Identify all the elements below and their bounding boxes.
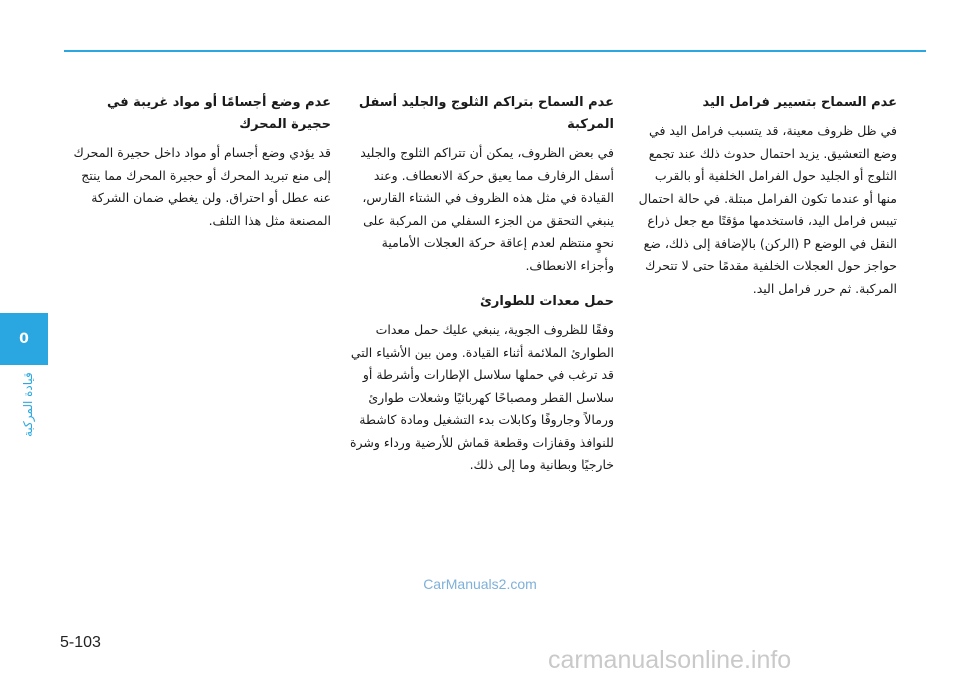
section-body-handbrake: في ظل ظروف معينة، قد يتسبب فرامل اليد في وضع التعشيق. يزيد احتمال حدوث ذلك عند تجمع الثلوج أو الجليد حول الفرامل الخلفية أو بالقرب منها أو عندما تكون الفرامل مبتلة. في حالة احتمال تيبس فرامل اليد، فاستخدمها مؤقتًا مع جعل ذراع النقل في الوضع P (الركن) بالإضافة إلى ذلك، ضع حواجز حول العجلات الخلفية مقدمًا حتى لا تتحرك المركبة. ثم حرر فرامل اليد.: [638, 123, 897, 296]
section-heading-emergency: حمل معدات للطوارئ: [479, 294, 614, 309]
chapter-number: 0: [19, 331, 29, 347]
section-heading-snow-ice: عدم السماح بتراكم الثلوج والجليد أسفل المركبة: [358, 95, 614, 132]
section-heading-handbrake: عدم السماح بتسيير فرامل اليد: [702, 95, 897, 110]
section-body-foreign-objects: قد يؤدي وضع أجسام أو مواد داخل حجيرة المحرك إلى منع تبريد المحرك أو حجيرة المحرك مما ينتج عنه عطل أو احتراق. ولن يغطي ضمان الشركة المصنعة مثل هذا التلف.: [73, 145, 331, 228]
section-body-snow-ice: في بعض الظروف، يمكن أن تتراكم الثلوج والجليد أسفل الرفارف مما يعيق حركة الانعطاف. وعند القيادة في مثل هذه الظروف في الشتاء القارس، ينبغي التحقق من الجزء السفلي من المركبة على نحوٍ منتظم لعدم إعاقة حركة العجلات الأمامية وأجزاء الانعطاف.: [360, 145, 614, 273]
column-left: [64, 92, 331, 246]
page-number: 5-103: [60, 634, 101, 651]
column-right: [632, 92, 897, 314]
header-rule: [64, 50, 926, 52]
watermark-site-link[interactable]: CarManuals2.com: [423, 576, 537, 592]
section-body-emergency: وفقًا للظروف الجوية، ينبغي عليك حمل معدات الطوارئ الملائمة أثناء القيادة. ومن بين الأشياء التي قد ترغب في حملها سلاسل الإطارات وأشرطة أو سلاسل القطر ومصباحًا كهربائيًا وشعلات طوارئ ورمالاً وجاروفًا وكابلات بدء التشغيل ومادة كاشطة للنوافذ وقفازات وقطعة قماش للأرضية ورداء وشرة خارجيًا وبطانية وما إلى ذلك.: [349, 322, 614, 472]
watermark-footer: carmanualsonline.info: [548, 646, 792, 674]
chapter-label: قيادة المركبة: [21, 372, 35, 438]
section-heading-foreign-objects: عدم وضع أجسامًا أو مواد غريبة في حجيرة المحرك: [106, 95, 331, 132]
column-middle: [349, 92, 614, 491]
chapter-tab[interactable]: [0, 313, 48, 365]
